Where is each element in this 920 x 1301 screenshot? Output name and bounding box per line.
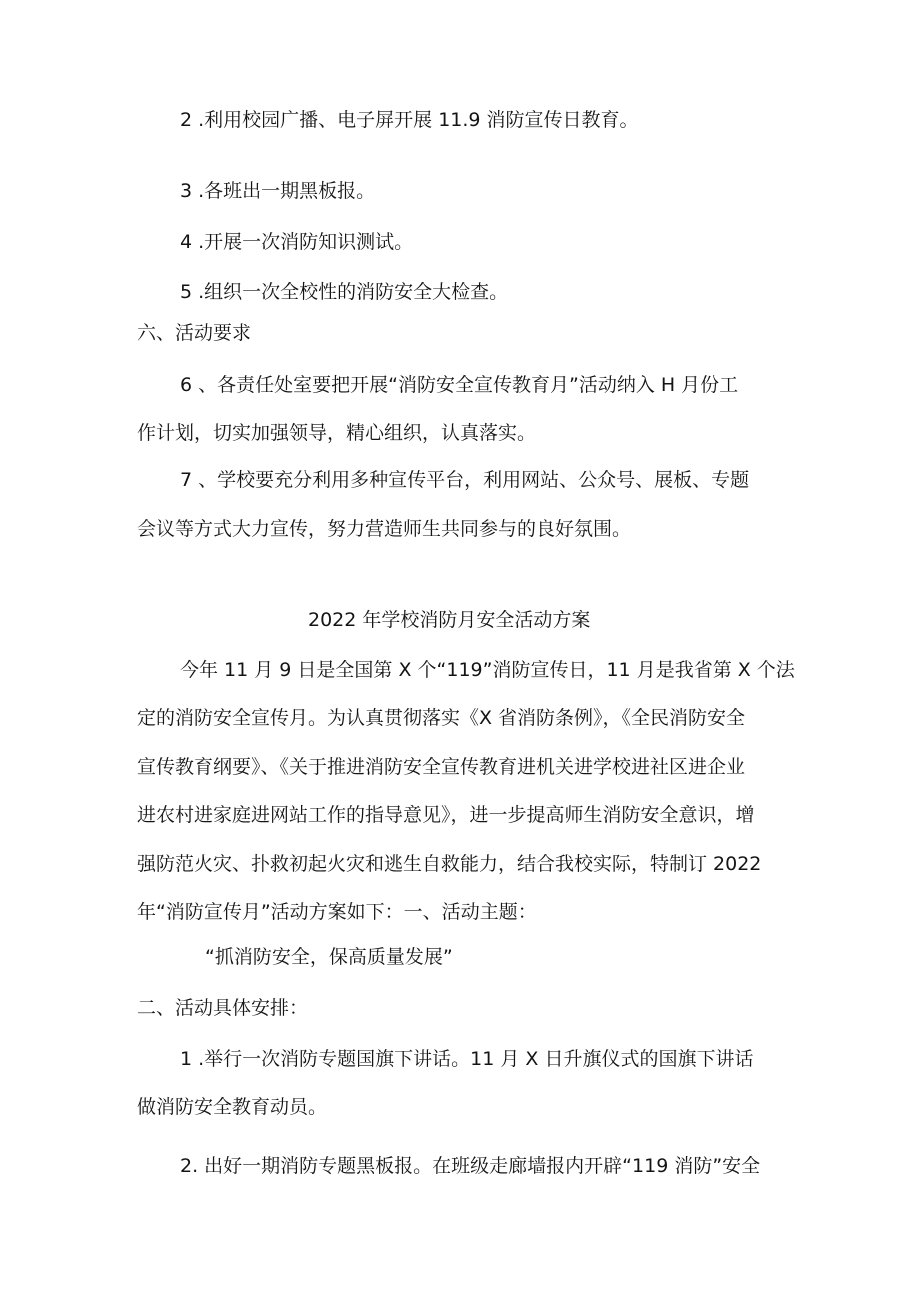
requirement-7-line-1: 7 、学校要充分利用多种宣传平台，利用网站、公众号、展板、专题 <box>180 469 750 491</box>
list-item-2: 2 .利用校园广播、电子屏开展 11.9 消防宣传日教育。 <box>180 109 639 131</box>
intro-line-2: 定的消防安全宣传月。为认真贯彻落实《X 省消防条例》，《全民消防安全 <box>137 707 746 729</box>
intro-line-6: 年“消防宣传月”活动方案如下：一、活动主题： <box>137 901 537 923</box>
list-item-4: 4 .开展一次消防知识测试。 <box>180 231 414 253</box>
list-item-5: 5 .组织一次全校性的消防安全大检查。 <box>180 281 509 303</box>
document-title: 2022 年学校消防月安全活动方案 <box>308 609 591 631</box>
requirement-6-line-2: 作计划，切实加强领导，精心组织，认真落实。 <box>137 422 537 444</box>
section-heading-requirements: 六、活动要求 <box>137 322 252 344</box>
requirement-7-line-2: 会议等方式大力宣传，努力营造师生共同参与的良好氛围。 <box>137 518 632 540</box>
intro-line-4: 进农村进家庭进网站工作的指导意见》，进一步提高师生消防安全意识，增 <box>137 804 755 826</box>
arrangement-1-line-1: 1 .举行一次消防专题国旗下讲话。11 月 X 日升旗仪式的国旗下讲话 <box>180 1048 754 1070</box>
arrangement-1-line-2: 做消防安全教育动员。 <box>137 1096 328 1118</box>
intro-line-5: 强防范火灾、扑救初起火灾和逃生自救能力，结合我校实际，特制订 2022 <box>137 853 762 875</box>
requirement-6-line-1: 6 、各责任处室要把开展“消防安全宣传教育月”活动纳入 H 月份工 <box>180 374 739 396</box>
activity-theme: “抓消防安全，保高质量发展” <box>205 946 453 968</box>
intro-line-1: 今年 11 月 9 日是全国第 X 个“119”消防宣传日，11 月是我省第 X 个法 <box>180 659 795 681</box>
list-item-3: 3 .各班出一期黑板报。 <box>180 180 376 202</box>
arrangement-2-line-1: 2. 出好一期消防专题黑板报。在班级走廊墙报内开辟“119 消防”安全 <box>180 1155 761 1177</box>
intro-line-3: 宣传教育纲要》、《关于推进消防安全宣传教育进机关进学校进社区进企业 <box>137 756 746 778</box>
section-heading-arrangements: 二、活动具体安排： <box>137 997 309 1019</box>
